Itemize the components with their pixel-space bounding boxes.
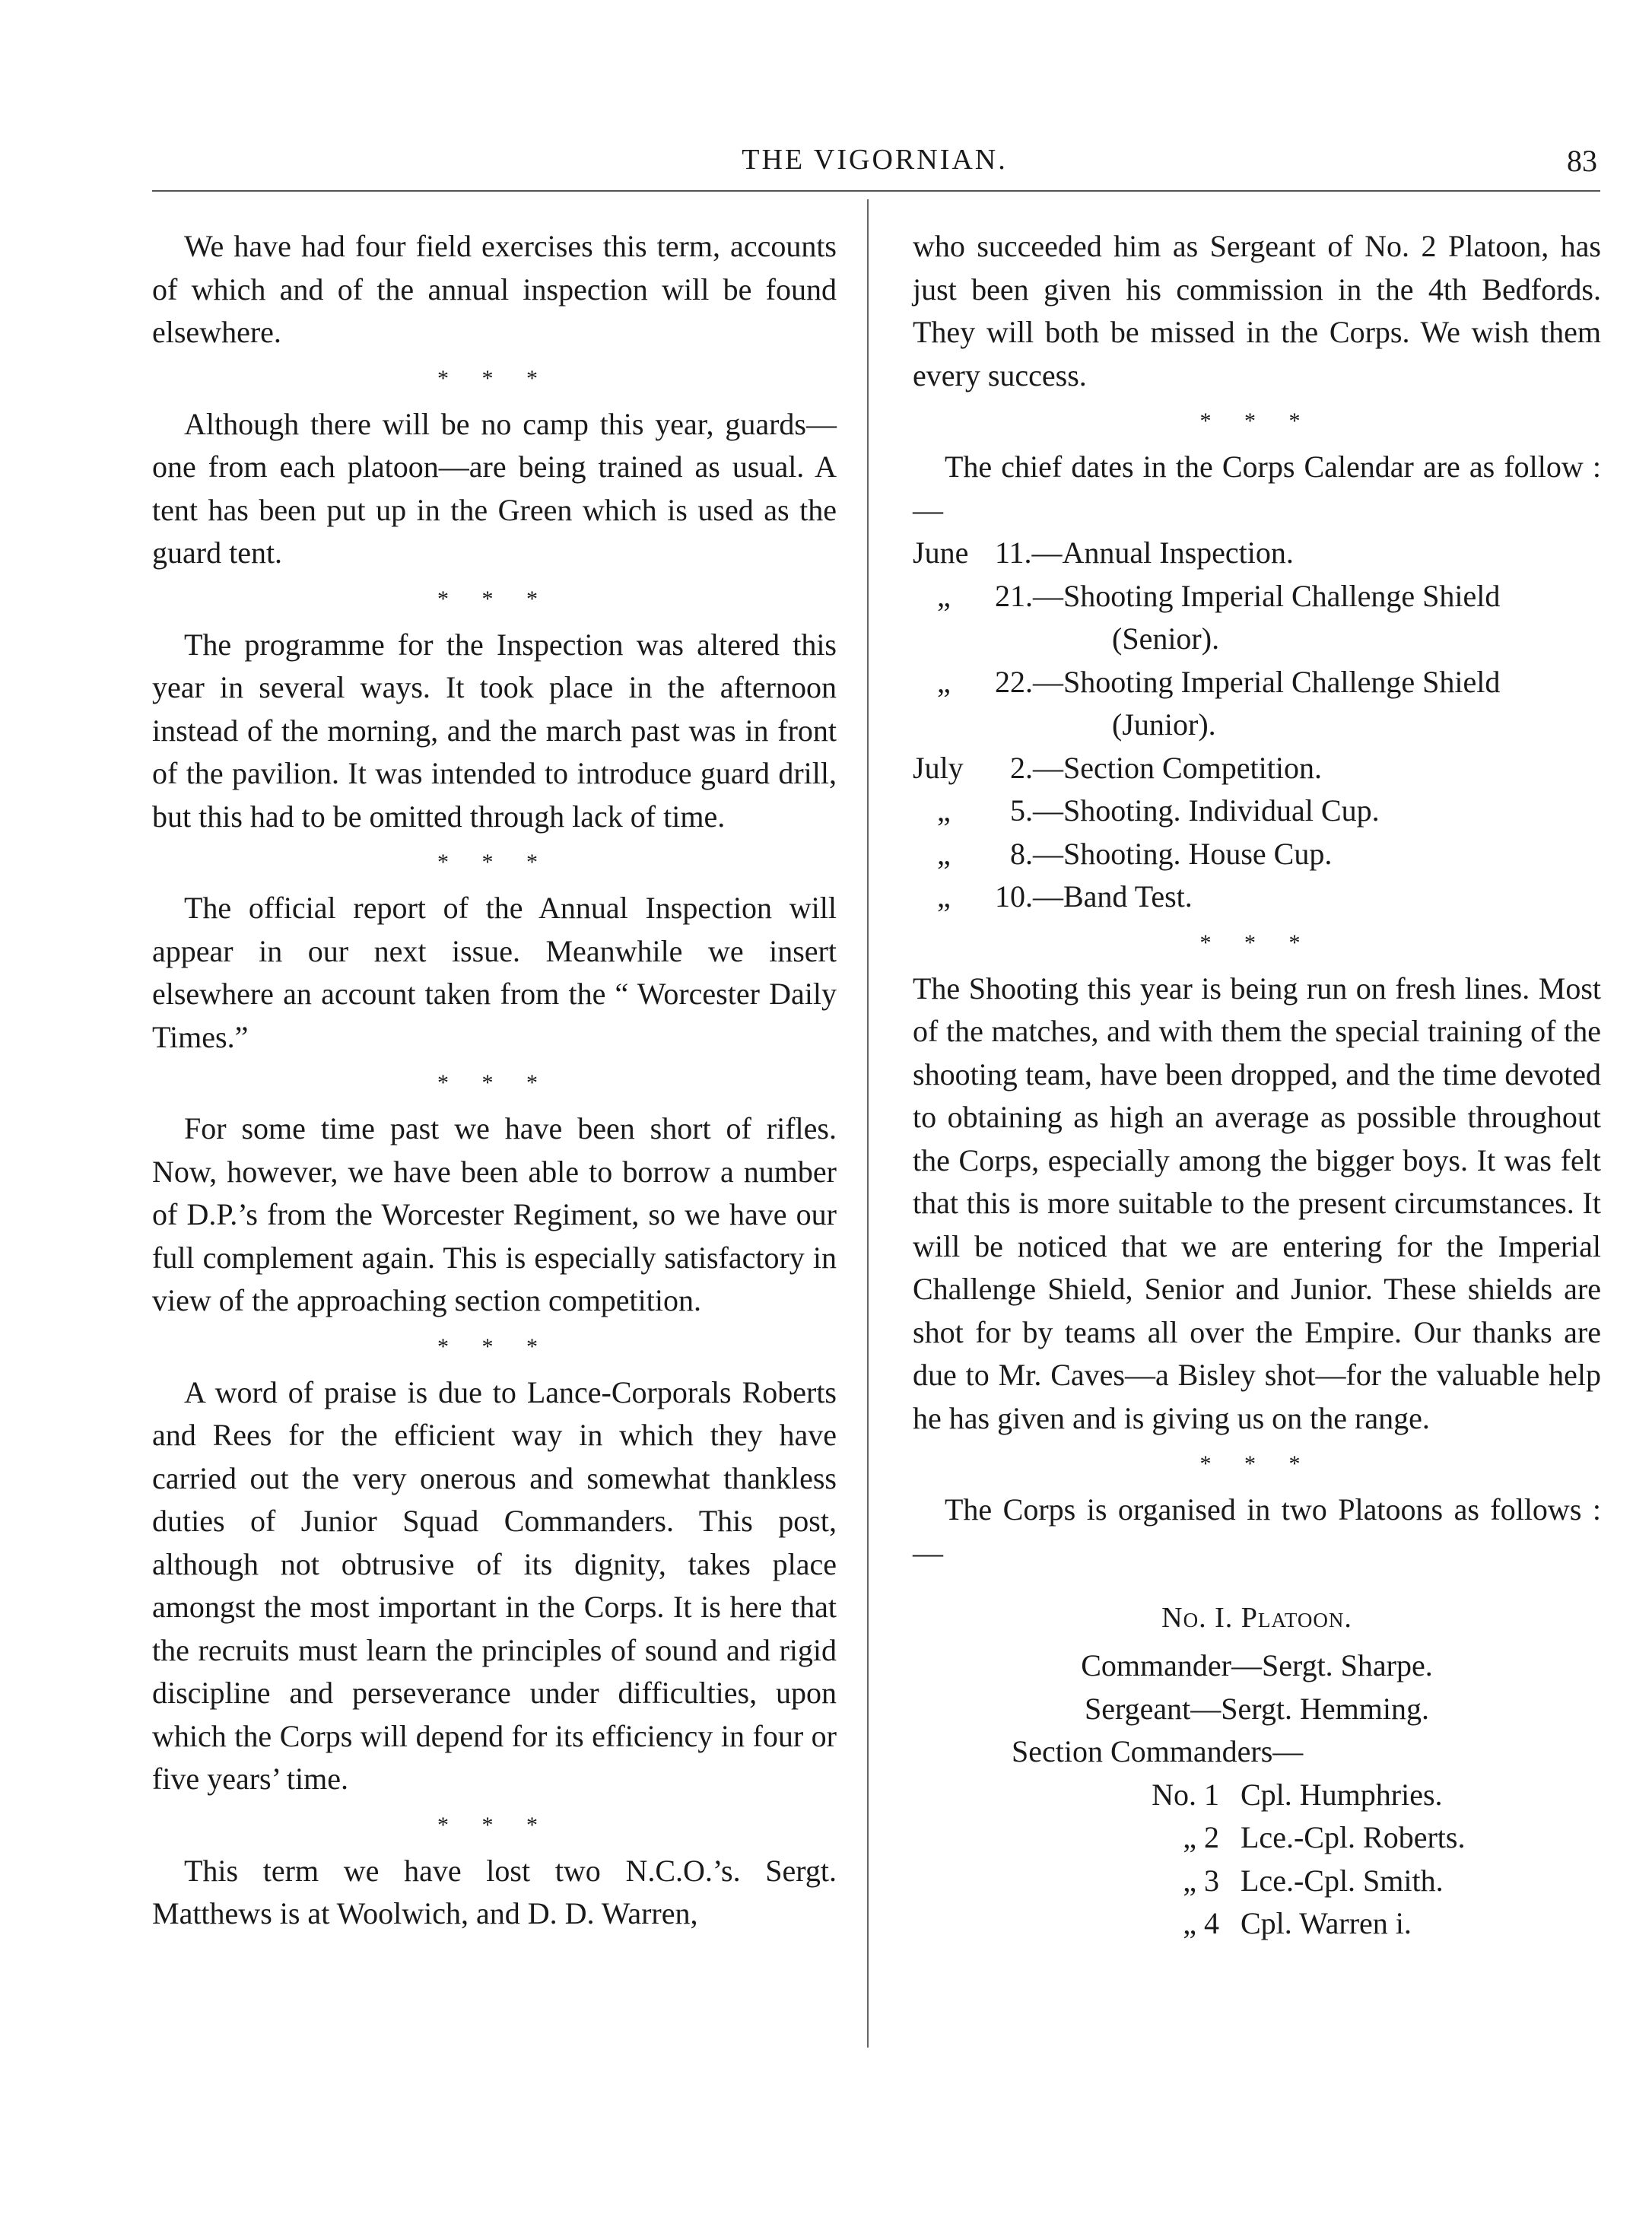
platoon-title: No. I. Platoon. xyxy=(1161,1602,1352,1634)
section-number: „ 2 xyxy=(1183,1820,1219,1854)
section-number: No. 1 xyxy=(1152,1777,1219,1812)
paragraph-rifles: For some time past we have been short of rifles. Now, however, we have been able to borrow a number of D.P.’s from the Worcester Regiment, so we have our full complement again. This is especially satisfactory in view of the approaching section competition. xyxy=(152,1111,837,1317)
section-commander-row xyxy=(913,1902,1601,1946)
paragraph-official-report: The official report of the Annual Inspection will appear in our next issue. Meanwhile we insert elsewhere an account taken from the “ Worcester Daily Times.” xyxy=(152,891,837,1054)
section-commander-row xyxy=(913,1816,1601,1860)
section-commander-name: Cpl. Warren i. xyxy=(1241,1906,1412,1940)
calendar-entry-continuation: (Junior). xyxy=(1112,707,1216,742)
calendar-month: July xyxy=(913,750,964,785)
running-header xyxy=(152,143,1597,181)
paragraph-calendar-intro: The chief dates in the Corps Calendar are as follow : — xyxy=(913,450,1601,527)
paragraph-nco-loss: This term we have lost two N.C.O.’s. Sergt. Matthews is at Woolwich, and D. D. Warren, xyxy=(152,1853,837,1930)
header-rule xyxy=(152,190,1600,192)
calendar-row xyxy=(913,661,1601,704)
paragraph-shooting: The Shooting this year is being run on fresh lines. Most of the matches, and with them the special training of the shooting team, have been dropped, and the time devoted to obtaining as high an average as possible throughout the Corps, especially among the bigger boys. It was felt that this is more suitable to the present circumstances. It will be noticed that we are entering for the Imperial Challenge Shield, Senior and Junior. These shields are shot for by teams all over the Empire. Our thanks are due to Mr. Caves—a Bisley shot—for the valuable help he has given and is giving us on the range. xyxy=(913,971,1601,1435)
calendar-row xyxy=(913,833,1601,876)
section-separator: * * * xyxy=(437,1812,551,1838)
calendar-row xyxy=(913,747,1601,790)
calendar-entry: 5.—Shooting. Individual Cup. xyxy=(1010,793,1380,828)
section-separator: * * * xyxy=(1199,1451,1314,1476)
section-commander-row xyxy=(913,1774,1601,1817)
calendar-month: „ xyxy=(937,879,951,913)
calendar-row xyxy=(913,575,1601,618)
calendar-month: „ xyxy=(937,793,951,828)
section-number: „ 3 xyxy=(1183,1863,1219,1898)
calendar-entry: 22.—Shooting Imperial Challenge Shield xyxy=(995,664,1501,699)
calendar-entry: 8.—Shooting. House Cup. xyxy=(1010,836,1333,871)
paragraph-field-exercises: We have had four field exercises this term, accounts of which and of the annual inspection will be found elsewhere. xyxy=(152,229,837,349)
section-separator: * * * xyxy=(437,850,551,875)
calendar-row xyxy=(913,790,1601,833)
running-title: THE VIGORNIAN. xyxy=(742,144,1008,176)
calendar-entry: 21.—Shooting Imperial Challenge Shield xyxy=(995,578,1501,613)
section-number: „ 4 xyxy=(1183,1906,1219,1940)
section-separator: * * * xyxy=(437,586,551,612)
section-separator: * * * xyxy=(1199,408,1314,434)
platoon-commander: Commander—Sergt. Sharpe. xyxy=(1081,1648,1433,1682)
section-separator: * * * xyxy=(437,1333,551,1359)
calendar-entry-continuation: (Senior). xyxy=(1112,621,1220,656)
section-commander-name: Lce.-Cpl. Roberts. xyxy=(1241,1820,1466,1854)
calendar-entry: 2.—Section Competition. xyxy=(1010,750,1322,785)
corps-calendar xyxy=(913,532,1601,919)
calendar-month: „ xyxy=(937,578,951,613)
platoon-roster xyxy=(913,1591,1601,1946)
calendar-row xyxy=(913,875,1601,919)
section-commanders-label: Section Commanders— xyxy=(1012,1734,1304,1768)
section-commander-row xyxy=(913,1860,1601,1903)
paragraph-continuation: who succeeded him as Sergeant of No. 2 Platoon, has just been given his commission in the 4th Bedfords. They will both be missed in the Corps. We wish them every success. xyxy=(913,229,1601,392)
calendar-row xyxy=(913,532,1601,575)
section-separator: * * * xyxy=(437,1070,551,1095)
section-separator: * * * xyxy=(1199,929,1314,955)
paragraph-inspection-programme: The programme for the Inspection was altered this year in several ways. It took place in the afternoon instead of the morning, and the march past was in front of the pavilion. It was intended to introduce guard drill, but this had to be omitted through lack of time. xyxy=(152,627,837,834)
right-column xyxy=(913,225,1601,1946)
calendar-entry: 11.—Annual Inspection. xyxy=(995,535,1294,570)
section-commander-name: Cpl. Humphries. xyxy=(1241,1777,1443,1812)
page-number: 83 xyxy=(1567,144,1597,178)
section-separator: * * * xyxy=(437,365,551,391)
calendar-month: „ xyxy=(937,664,951,699)
platoon-sergeant: Sergeant—Sergt. Hemming. xyxy=(1085,1691,1429,1726)
calendar-entry: 10.—Band Test. xyxy=(995,879,1193,913)
calendar-month: „ xyxy=(937,836,951,871)
paragraph-organisation: The Corps is organised in two Platoons as follows : — xyxy=(913,1492,1601,1570)
calendar-month: June xyxy=(913,535,969,570)
left-column xyxy=(152,225,837,1936)
section-commander-name: Lce.-Cpl. Smith. xyxy=(1241,1863,1444,1898)
paragraph-praise: A word of praise is due to Lance-Corporals Roberts and Rees for the efficient way in which they have carried out the very onerous and somewhat thankless duties of Junior Squad Commanders. This post, although not obtrusive of its dignity, takes place amongst the most important in the Corps. It is here that the recruits must learn the principles of sound and rigid discipline and perseverance under difficulties, upon which the Corps will depend for its efficiency in four or five years’ time. xyxy=(152,1374,837,1796)
column-divider xyxy=(867,199,869,2048)
paragraph-guards: Although there will be no camp this year, guards—one from each platoon—are being trained as usual. A tent has been put up in the Green which is used as the guard tent. xyxy=(152,406,837,570)
